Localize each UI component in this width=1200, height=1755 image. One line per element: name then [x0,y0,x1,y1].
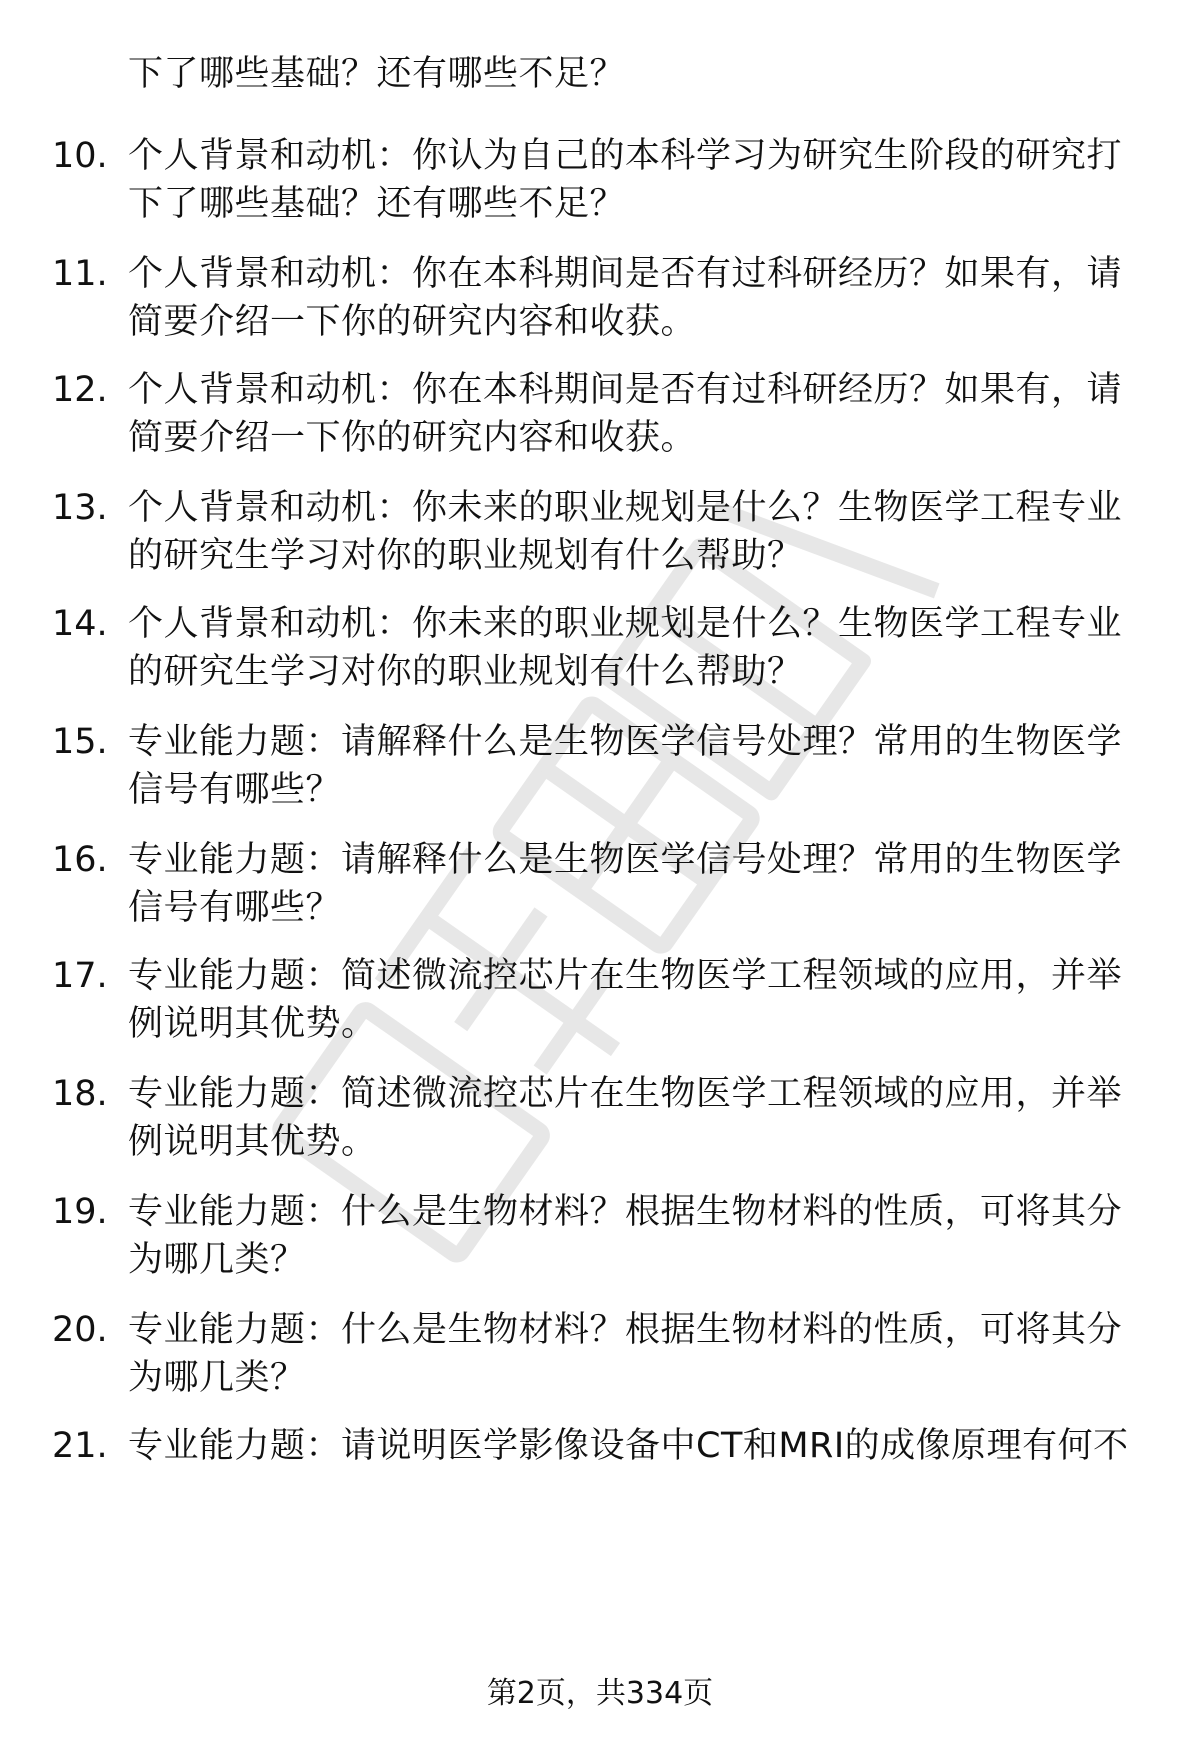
question-text-line: 信号有哪些？ [128,770,342,810]
question-number: 17. [52,956,108,996]
question-text-line: 简要介绍一下你的研究内容和收获。 [128,302,697,342]
question-text-line: 为哪几类？ [128,1240,306,1280]
question-number: 13. [52,488,108,528]
question-number: 20. [52,1310,108,1350]
question-number: 11. [52,254,108,294]
question-text-line: 的研究生学习对你的职业规划有什么帮助？ [128,652,803,692]
question-text-line: 个人背景和动机：你在本科期间是否有过科研经历？如果有，请 [128,254,1123,294]
question-text-line: 为哪几类？ [128,1358,306,1398]
question-text-line: 的研究生学习对你的职业规划有什么帮助？ [128,536,803,576]
question-text-line: 专业能力题：什么是生物材料？根据生物材料的性质，可将其分 [128,1192,1123,1232]
question-text-line: 专业能力题：请说明医学影像设备中CT和MRI的成像原理有何不 [128,1426,1129,1466]
question-number: 14. [52,604,108,644]
question-text-line: 专业能力题：请解释什么是生物医学信号处理？常用的生物医学 [128,840,1123,880]
question-text-line: 专业能力题：什么是生物材料？根据生物材料的性质，可将其分 [128,1310,1123,1350]
question-text-line: 下了哪些基础？还有哪些不足？ [128,54,626,94]
question-number: 18. [52,1074,108,1114]
page-number-footer: 第2页，共334页 [486,1676,714,1711]
question-number: 19. [52,1192,108,1232]
question-text-line: 个人背景和动机：你未来的职业规划是什么？生物医学工程专业 [128,604,1123,644]
question-text-line: 专业能力题：简述微流控芯片在生物医学工程领域的应用，并举 [128,1074,1123,1114]
question-number: 16. [52,840,108,880]
question-text-line: 例说明其优势。 [128,1122,377,1162]
question-text-line: 个人背景和动机：你认为自己的本科学习为研究生阶段的研究打 [128,136,1123,176]
question-text-line: 下了哪些基础？还有哪些不足？ [128,184,626,224]
question-number: 15. [52,722,108,762]
question-text-line: 专业能力题：简述微流控芯片在生物医学工程领域的应用，并举 [128,956,1123,996]
question-text-line: 个人背景和动机：你在本科期间是否有过科研经历？如果有，请 [128,370,1123,410]
question-text-line: 简要介绍一下你的研究内容和收获。 [128,418,697,458]
question-number: 12. [52,370,108,410]
question-number: 21. [52,1426,108,1466]
question-text-line: 信号有哪些？ [128,888,342,928]
question-text-line: 例说明其优势。 [128,1004,377,1044]
question-number: 10. [52,136,108,176]
question-text-line: 专业能力题：请解释什么是生物医学信号处理？常用的生物医学 [128,722,1123,762]
question-text-line: 个人背景和动机：你未来的职业规划是什么？生物医学工程专业 [128,488,1123,528]
